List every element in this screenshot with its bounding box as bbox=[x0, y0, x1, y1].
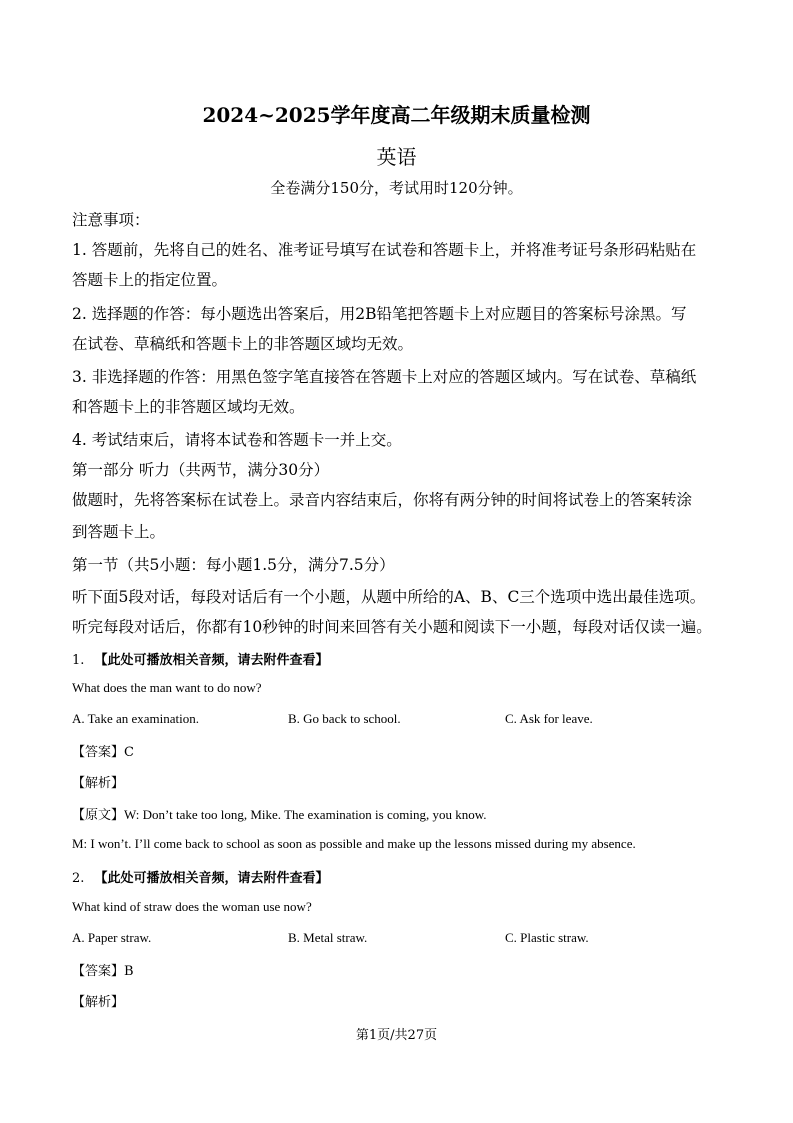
section1-heading: 第一节（共5小题：每小题1.5分，满分7.5分） bbox=[72, 556, 395, 574]
exam-title: 2024~2025学年度高二年级期末质量检测 bbox=[202, 103, 591, 127]
part1-instruction-line-1: 做题时，先将答案标在试卷上。录音内容结束后，你将有两分钟的时间将试卷上的答案转涂 bbox=[72, 491, 693, 509]
question-1-transcript-line-2: M: I won’t. I’ll come back to school as soon as possible and make up the lessons missed during my absence. bbox=[72, 836, 636, 851]
question-2-option-b: B. Metal straw. bbox=[288, 930, 368, 945]
question-2-analysis: 【解析】 bbox=[72, 995, 125, 1010]
part1-heading: 第一部分 听力（共两节，满分30分） bbox=[72, 461, 330, 479]
question-number: 1. bbox=[72, 653, 85, 668]
question-2-answer: 【答案】B bbox=[72, 964, 134, 979]
question-2-stem: What kind of straw does the woman use now? bbox=[72, 899, 312, 914]
note-2-line-1: 2. 选择题的作答：每小题选出答案后，用2B铅笔把答题卡上对应题目的答案标号涂黑。写 bbox=[72, 305, 687, 323]
note-1-line-2: 答题卡上的指定位置。 bbox=[72, 271, 228, 289]
question-2-option-a: A. Paper straw. bbox=[72, 930, 152, 945]
question-1-answer: 【答案】C bbox=[72, 745, 134, 760]
notes-heading: 注意事项： bbox=[72, 211, 150, 229]
note-1-line-1: 1. 答题前，先将自己的姓名、准考证号填写在试卷和答题卡上，并将准考证号条形码粘贴在 bbox=[72, 241, 697, 259]
question-1-stem: What does the man want to do now? bbox=[72, 680, 262, 695]
question-1-transcript-line-1: 【原文】W: Don’t take too long, Mike. The examination is coming, you know. bbox=[72, 807, 487, 822]
section1-instruction-line-1: 听下面5段对话，每段对话后有一个小题，从题中所给的A、B、C三个选项中选出最佳选项。 bbox=[72, 588, 706, 606]
page-footer: 第1页/共27页 bbox=[355, 1028, 438, 1043]
part1-instruction-line-2: 到答题卡上。 bbox=[72, 523, 166, 541]
score-note: 全卷满分150分，考试用时120分钟。 bbox=[270, 179, 523, 197]
question-number: 2. bbox=[72, 871, 85, 886]
question-2-option-c: C. Plastic straw. bbox=[505, 930, 589, 945]
note-4: 4. 考试结束后，请将本试卷和答题卡一并上交。 bbox=[72, 431, 402, 449]
question-1-option-c: C. Ask for leave. bbox=[505, 711, 593, 726]
section1-instruction-line-2: 听完每段对话后，你都有10秒钟的时间来回答有关小题和阅读下一小题，每段对话仅读一遍。 bbox=[72, 618, 712, 636]
question-1-analysis: 【解析】 bbox=[72, 776, 125, 791]
question-2-header bbox=[72, 867, 329, 886]
note-3-line-1: 3. 非选择题的作答：用黑色签字笔直接答在答题卡上对应的答题区域内。写在试卷、草稿纸 bbox=[72, 368, 697, 386]
question-1-option-a: A. Take an examination. bbox=[72, 711, 200, 726]
audio-note: 【此处可播放相关音频，请去附件查看】 bbox=[94, 871, 329, 886]
subject-title: 英语 bbox=[376, 145, 417, 169]
question-1-header bbox=[72, 649, 329, 668]
note-2-line-2: 在试卷、草稿纸和答题卡上的非答题区域均无效。 bbox=[72, 335, 414, 353]
question-1-option-b: B. Go back to school. bbox=[288, 711, 401, 726]
note-3-line-2: 和答题卡上的非答题区域均无效。 bbox=[72, 398, 305, 416]
audio-note: 【此处可播放相关音频，请去附件查看】 bbox=[94, 653, 329, 668]
